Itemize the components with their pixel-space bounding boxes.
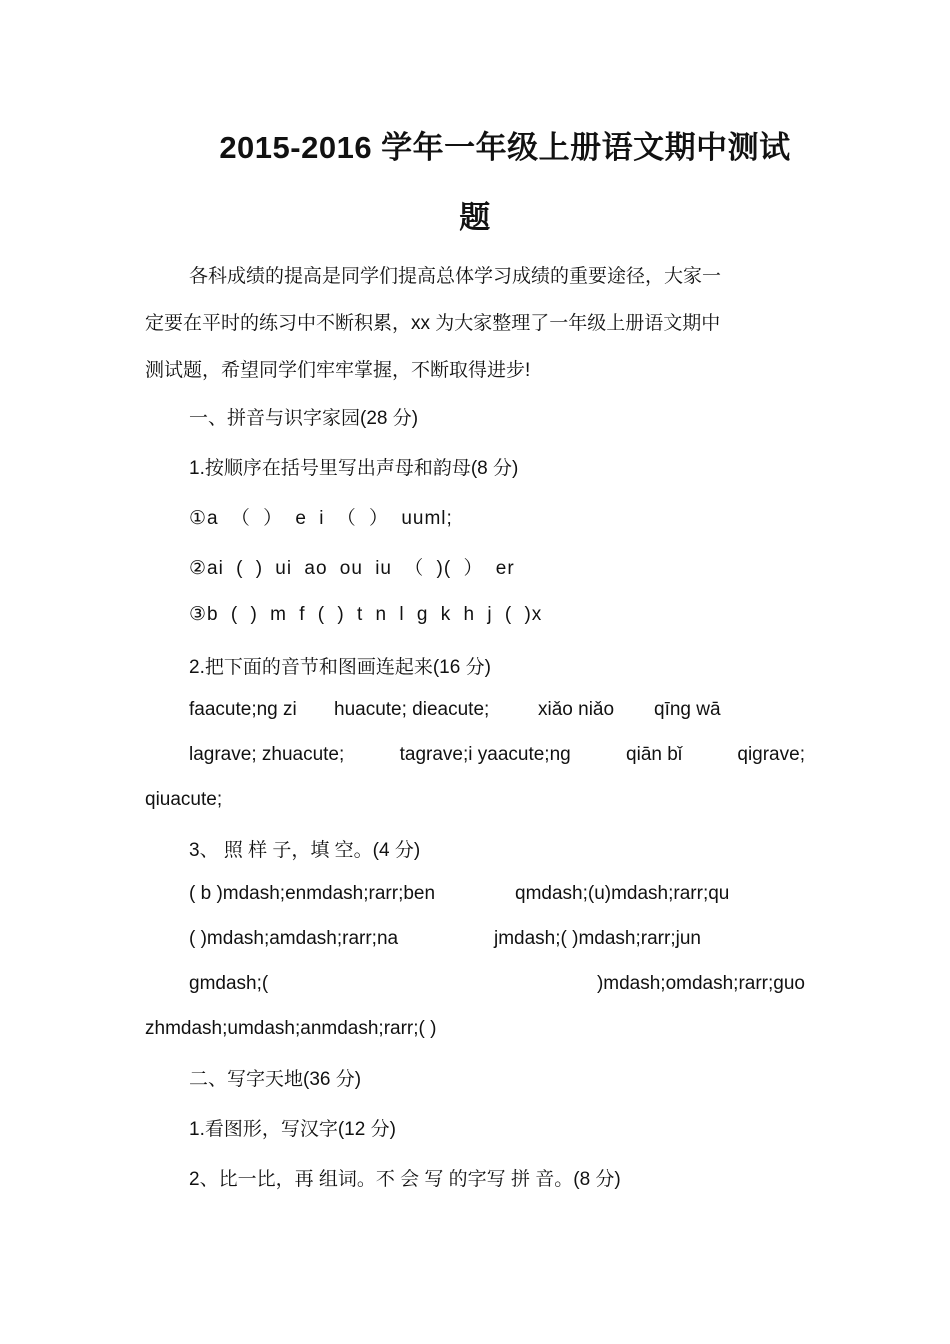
question-5-heading: 2、比一比，再 组词。不 会 写 的字写 拼 音。(8 分) (189, 1169, 621, 1190)
question-3-row-3-continued: zhmdash;umdash;anmdash;rarr;( ) (145, 1018, 437, 1039)
fill-item: ( b )mdash;enmdash;rarr;ben (189, 883, 436, 904)
question-2-row-2 (145, 744, 805, 766)
syllable: qigrave; (737, 744, 805, 765)
intro-line-2: 定要在平时的练习中不断积累，xx 为大家整理了一年级上册语文期中 (145, 313, 721, 334)
question-1-row-3: ③b ( ) m f ( ) t n l g k h j ( )x (189, 604, 543, 625)
fill-item: jmdash;( )mdash;rarr;jun (494, 928, 701, 949)
intro-line-3: 测试题，希望同学们牢牢掌握，不断取得进步! (145, 360, 531, 381)
syllable: qiān bǐ (626, 744, 683, 765)
question-1-row-2: ②ai ( ) ui ao ou iu （ )( ） er (189, 558, 515, 579)
question-2-heading: 2.把下面的音节和图画连起来(16 分) (189, 657, 491, 678)
question-2-row-2-continued: qiuacute; (145, 789, 223, 810)
syllable: faacute;ng zi (189, 699, 297, 720)
section-heading-pinyin: 一、拼音与识字家园(28 分) (189, 408, 419, 429)
section-heading-writing: 二、写字天地(36 分) (189, 1069, 362, 1090)
page-title-line1: 2015-2016 学年一年级上册语文期中测试 (219, 130, 791, 165)
syllable: xiǎo niǎo (538, 699, 615, 720)
page-title-line2: 题 (459, 200, 491, 235)
question-3-heading: 3、 照 样 子，填 空。(4 分) (189, 840, 421, 861)
question-3-row-3 (145, 973, 805, 995)
syllable: tagrave;i yaacute;ng (399, 744, 571, 765)
syllable: huacute; dieacute; (334, 699, 490, 720)
syllable: qīng wā (654, 699, 721, 720)
syllable: lagrave; zhuacute; (189, 744, 345, 765)
fill-item: gmdash;( (189, 973, 269, 994)
question-1-heading: 1.按顺序在括号里写出声母和韵母(8 分) (189, 458, 519, 479)
fill-item: qmdash;(u)mdash;rarr;qu (515, 883, 730, 904)
question-4-heading: 1.看图形，写汉字(12 分) (189, 1119, 396, 1140)
intro-line-1: 各科成绩的提高是同学们提高总体学习成绩的重要途径，大家一 (189, 266, 722, 287)
question-1-row-1: ①a （ ） e i （ ） uuml; (189, 508, 453, 529)
fill-item: )mdash;omdash;rarr;guo (596, 973, 805, 994)
fill-item: ( )mdash;amdash;rarr;na (189, 928, 399, 949)
